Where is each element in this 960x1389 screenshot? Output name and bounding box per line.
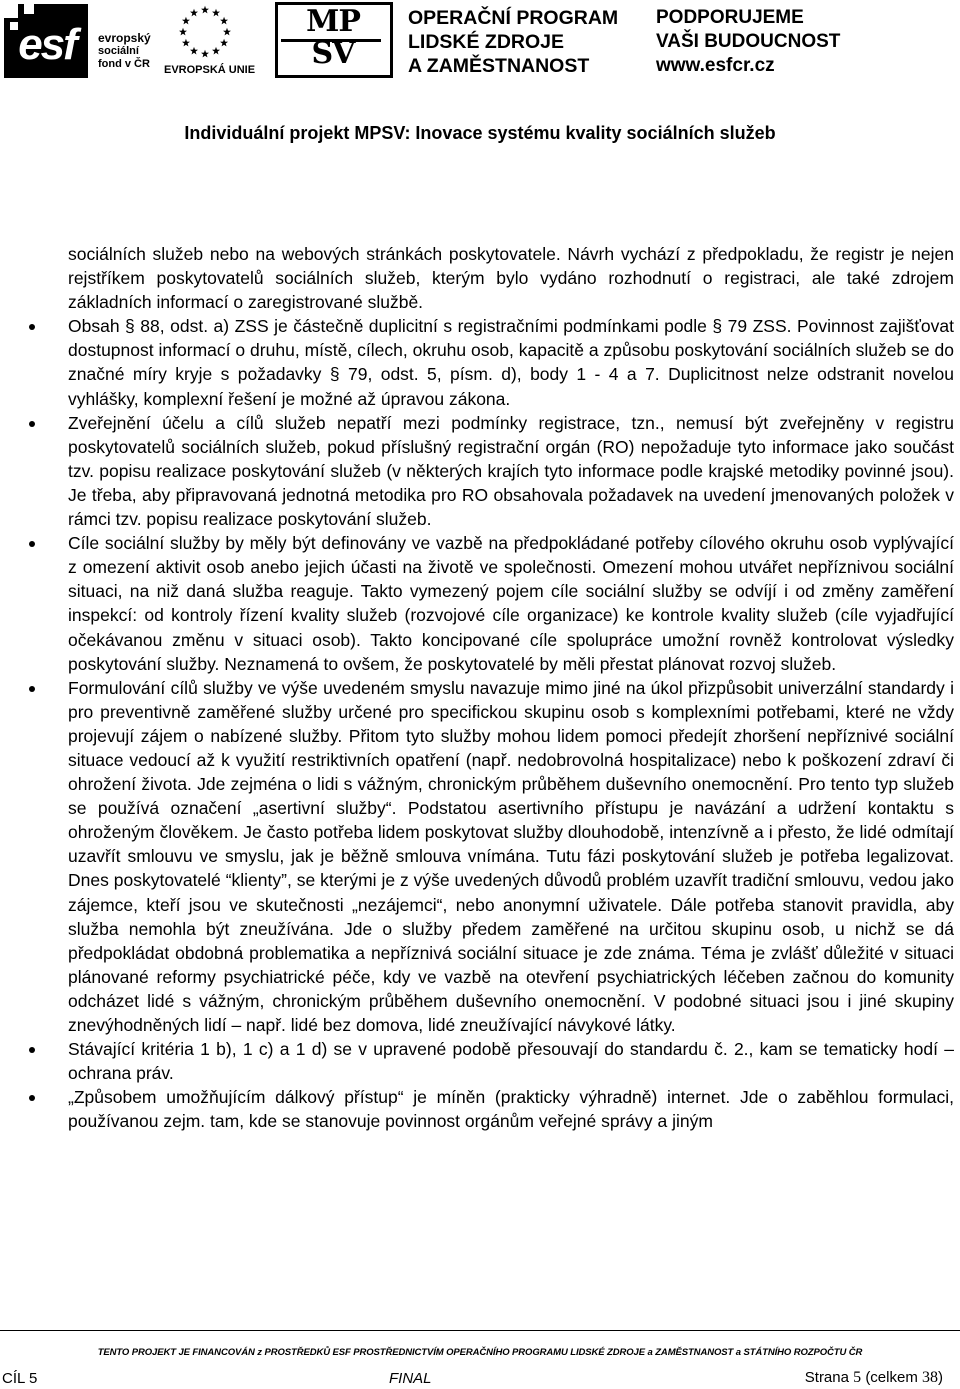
mpsv-logo-line: SV [311,36,355,71]
esf-logo-mark [4,4,88,78]
eu-logo [160,4,256,78]
footer-divider [0,1330,960,1331]
bullet-icon [29,1047,35,1053]
esf-logo-text: esf [18,20,76,69]
logo-bar [0,0,960,82]
esf-caption-line: sociální [98,45,139,57]
funding-note: TENTO PROJEKT JE FINANCOVÁN z PROSTŘEDKŮ ESF PROSTŘEDNICTVÍM OPERAČNÍHO PROGRAMU LIDSKÉ ZDROJE a ZAMĚSTNANOST a STÁTNÍHO ROZPOČTU ČR [97,1347,863,1358]
list-item [68,314,954,410]
eu-star-icon [212,9,220,17]
footer-chapter: CÍL 5 [2,1370,38,1387]
eu-flag-icon [174,4,236,60]
mpsv-logo [275,2,397,80]
program-line: A ZAMĚSTNANOST [408,55,590,77]
eu-star-icon [201,50,209,58]
page-total: 38 [922,1369,938,1386]
page-current: 5 [853,1369,862,1386]
esf-caption-line: evropský [98,31,151,45]
footer-version: FINAL [389,1370,432,1387]
list-item [68,1037,954,1085]
list-item-text: Zveřejnění účelu a cílů služeb nepatří mezi podmínky registrace, tzn., nemusí být zveřejněny v registru poskytovatelů sociálních služeb, pokud příslušný registrační orgán (RO) nepožaduje tyto informace jako součást tzv. popisu realizace poskytování služeb (v některých krajích tyto informace podle krajské metodiky povinné jsou). Je třeba, aby připravovaná jednotná metodika pro RO obsahovala požadavek na uvedení jmenovaných položek v rámci tzv. popisu realizace poskytování služeb. [68,412,954,530]
list-item-text: Obsah § 88, odst. a) ZSS je částečně duplicitní s registračními podmínkami podle § 79 ZSS. Povinnost zajišťovat dostupnost informací o druhu, místě, cílech, okruhu osob, kapacitě a způsobu poskytování sociálních služeb se do značné míry kryje s požadavky § 79, odst. 5, písm. d), body 1 - 4 a 7. Duplicitnost nelze odstranit novelou vyhlášky, komplexní řešení je možné až úpravou zákona. [68,316,954,409]
page-number [805,1369,943,1387]
eu-star-icon [179,28,187,36]
project-title: Individuální projekt MPSV: Inovace systému kvality sociálních služeb [184,123,776,143]
esf-caption-line: fond v ČR [98,58,150,70]
list-item-text: Stávající kritéria 1 b), 1 c) a 1 d) se v upravené podobě přesouvají do standardu č. 2., kam se tematicky hodí – ochrana práv. [68,1039,954,1084]
slogan-line: VAŠI BUDOUCNOST [656,31,841,52]
mpsv-logo-line: MP [306,4,360,39]
eu-star-icon [190,47,198,55]
list-item [68,531,954,676]
intro-paragraph: sociálních služeb nebo na webových stránkách poskytovatele. Návrh vychází z předpokladu, že registr je nejen rejstříkem poskytovatelů sociálních služeb, kterým bylo vydáno rozhodnutí o registraci, ale také zdrojem základních informací o zaregistrované službě. [68,244,954,313]
operational-program-logo [408,6,618,78]
eu-star-icon [220,39,228,47]
esf-logo-caption [98,32,151,71]
eu-star-icon [223,28,231,36]
list-item-text: Cíle sociální služby by měly být definovány ve vazbě na předpokládané potřeby cílového okruhu osob vyplývající z omezení aktivit osob anebo jejich účasti na životě ve společnosti. Omezení mohou utvářet nepříznivou sociální situaci, na niž daná služba reaguje. Takto vymezený pojem cíle sociální služby se odvíjí i od změny zaměření inspekcí: od kontroly řízení kvality služeb (rozvojové cíle organizace) ke kontrole kvality služeb (cíle vyjadřující očekávanou změnu v situaci osob). Takto koncipované cíle spolupráce umožní rovněž kontrolovat výsledky poskytování služby. Neznamená to ovšem, že poskytovatelé by měli přestat plánovat rozvoj služeb. [68,533,954,674]
eu-star-icon [201,6,209,14]
esf-website-link[interactable]: www.esfcr.cz [656,55,775,76]
program-line: OPERAČNÍ PROGRAM [408,7,619,29]
support-slogan [656,6,840,78]
eu-star-icon [182,39,190,47]
bullet-list [68,314,954,1133]
bullet-icon [29,1095,35,1101]
program-line: LIDSKÉ ZDROJE [408,31,565,53]
bullet-icon [29,324,35,330]
eu-star-icon [182,17,190,25]
bullet-icon [29,686,35,692]
page-total-label: (celkem [865,1369,918,1386]
bullet-icon [29,541,35,547]
list-item [68,676,954,1037]
page-label: Strana [804,1369,849,1386]
list-item-text: „Způsobem umožňujícím dálkový přístup“ je míněn (prakticky výhradně) internet. Jde o zaběhlou formulaci, používanou zejm. tam, kde se stanovuje povinnost orgánům veřejné správy a jiným [68,1087,954,1132]
slogan-line: PODPORUJEME [656,7,804,28]
eu-star-icon [212,47,220,55]
list-item-text: Formulování cílů služby ve výše uvedeném smyslu navazuje mimo jiné na úkol přizpůsobit univerzální standardy i pro preventivně zaměřené služby určené pro specifickou skupinu osob s komplexními potřebami, které ne vždy projevují zájem o nabízené služby. Přitom tyto služby mohou lidem pomoci předejít zhoršení nepříznivé sociální situace vedoucí až k využití restriktivních opatření (např. nedobrovolná hospitalizace) nebo k poškození zdraví či ohrožení života. Jde zejména o lidi s vážným, chronickým průběhem duševního onemocnění. Pro tento typ služeb se používá označení „asertivní služby“. Podstatou asertivního přístupu je navázání a udržení kontaktu s ohroženým člověkem. Je často potřeba lidem poskytovat služby dlouhodobě, intenzívně a i přesto, že lidé odmítají uzavřít smlouvu ve smyslu, jak je běžně smlouva vnímána. Tutu fázi poskytování služeb je potřeba legalizovat. Dnes poskytovatelé “klienty”, se kterými je z výše uvedených důvodů problém uzavřít tradiční smlouvu, vedou jako zájemce, kteří jsou ve skutečnosti „nezájemci“, nebo anonymní uživatele. Dále potřeba stanovit pravidla, aby služba nemohla být zneužívána. Jde o služby předem zaměřené na určitou skupinu osob, u nichž se dá předpokládat obdobná problematika a nepříznivá sociální situace je zde známa. Téma je zvlášť důležité v situaci plánované reformy psychiatrické péče, kdy ve vazbě na otevření psychiatrických léčeben začnou do komunity odcházet lidé s vážným, chronickým průběhem duševního onemocnění. V podobné situaci jsou i jiné skupiny znevýhodněných lidí – např. lidé bez domova, lidé zneužívající návykové látky. [68,677,954,1035]
eu-star-icon [190,9,198,17]
eu-logo-text: EVROPSKÁ UNIE [164,64,256,76]
document-body [68,242,954,1133]
page-suffix: ) [938,1369,943,1386]
eu-star-icon [220,17,228,25]
list-item [68,1085,954,1133]
list-item [68,411,954,531]
bullet-icon [29,421,35,427]
